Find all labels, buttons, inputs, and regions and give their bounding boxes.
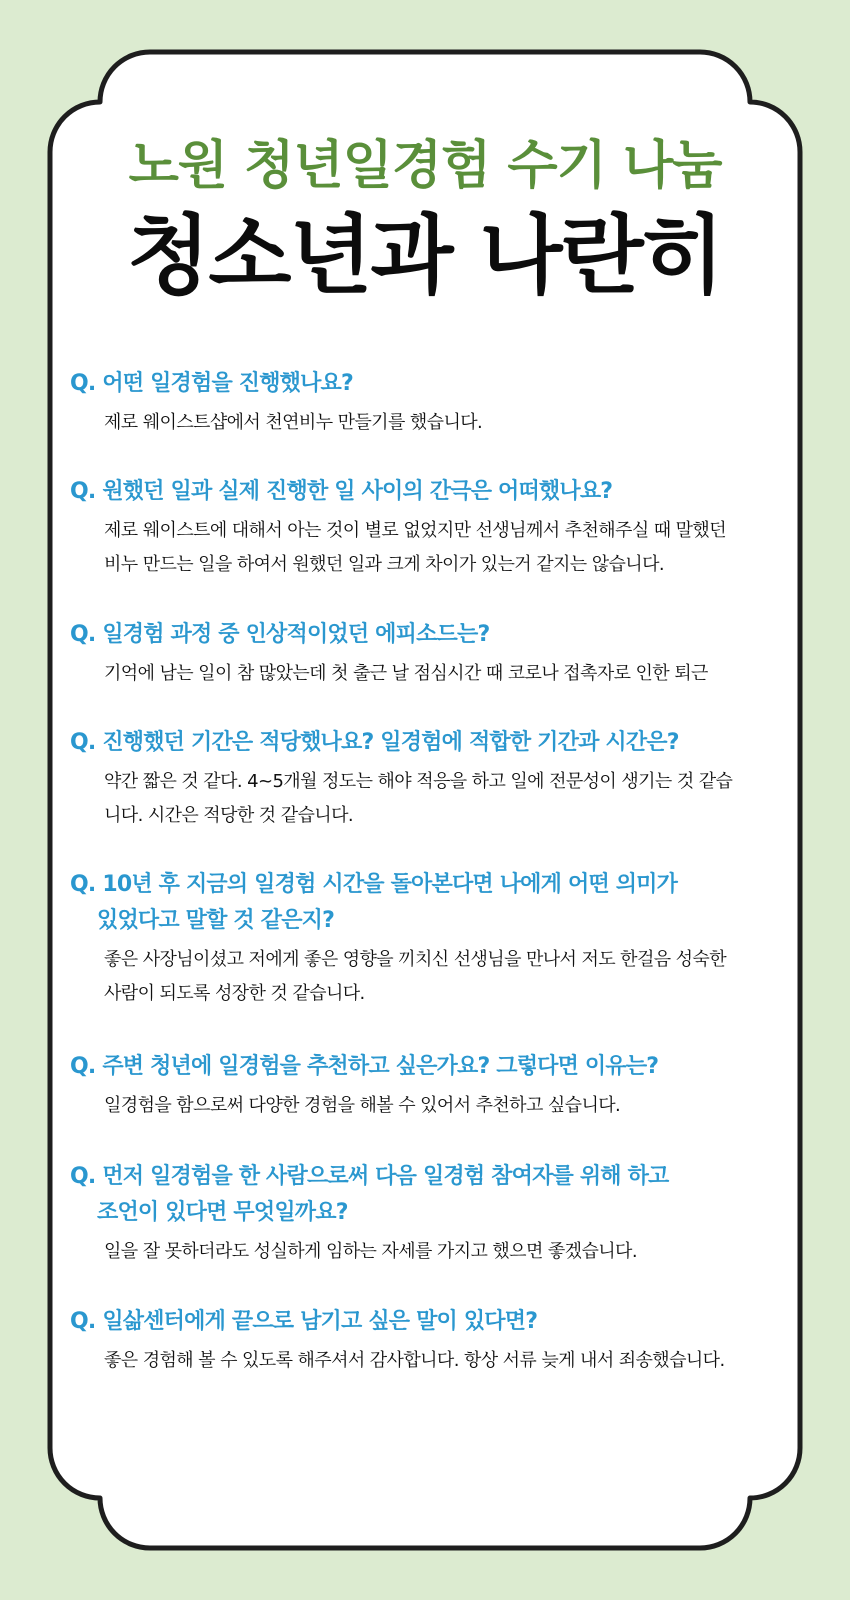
question-line: 있었다고 말할 것 같은지? — [97, 908, 335, 933]
answer — [70, 657, 790, 691]
answer — [70, 514, 790, 582]
qa-item — [70, 617, 790, 691]
answer-line: 좋은 사장님이셨고 저에게 좋은 영향을 끼치신 선생님을 만나서 저도 한걸음 성숙한 — [104, 949, 727, 970]
qa-item — [70, 366, 790, 440]
question-line: Q. 주변 청년에 일경험을 추천하고 싶은가요? 그렇다면 이유는? — [70, 1054, 659, 1079]
question-line: Q. 원했던 일과 실제 진행한 일 사이의 간극은 어떠했나요? — [70, 479, 613, 504]
question — [70, 725, 790, 761]
question-line: Q. 진행했던 기간은 적당했나요? 일경험에 적합한 기간과 시간은? — [70, 730, 679, 755]
page-title: 청소년과 나란히 — [127, 206, 723, 306]
qa-item — [70, 1049, 790, 1123]
question — [70, 867, 790, 939]
question — [70, 1304, 790, 1340]
question-line: 조언이 있다면 무엇일까요? — [97, 1200, 348, 1225]
question-line: Q. 일삶센터에게 끝으로 남기고 싶은 말이 있다면? — [70, 1309, 538, 1334]
qa-item — [70, 474, 790, 582]
answer-line: 제로 웨이스트에 대해서 아는 것이 별로 없었지만 선생님께서 추천해주실 때 말했던 — [104, 520, 727, 541]
answer — [70, 1344, 790, 1378]
qa-item — [70, 1304, 790, 1378]
answer-line: 사람이 되도록 성장한 것 같습니다. — [104, 983, 365, 1004]
answer-line: 좋은 경험해 볼 수 있도록 해주셔서 감사합니다. 항상 서류 늦게 내서 죄송했습니다. — [104, 1350, 725, 1371]
answer-line: 니다. 시간은 적당한 것 같습니다. — [104, 805, 353, 826]
question — [70, 1049, 790, 1085]
question — [70, 1159, 790, 1231]
answer — [70, 406, 790, 440]
question — [70, 617, 790, 653]
qa-item — [70, 1159, 790, 1269]
question-line: Q. 10년 후 지금의 일경험 시간을 돌아본다면 나에게 어떤 의미가 — [70, 872, 678, 897]
answer-line: 일경험을 함으로써 다양한 경험을 해볼 수 있어서 추천하고 싶습니다. — [104, 1095, 621, 1116]
answer — [70, 943, 790, 1011]
answer-line: 약간 짧은 것 같다. 4~5개월 정도는 해야 적응을 하고 일에 전문성이 생기는 것 같습 — [104, 771, 733, 792]
question-line: Q. 어떤 일경험을 진행했나요? — [70, 371, 353, 396]
question-line: Q. 일경험 과정 중 인상적이었던 에피소드는? — [70, 622, 490, 647]
page-subtitle: 노원 청년일경험 수기 나눔 — [128, 136, 722, 196]
question — [70, 366, 790, 402]
answer — [70, 1089, 790, 1123]
answer-line: 비누 만드는 일을 하여서 원했던 일과 크게 차이가 있는거 같지는 않습니다. — [104, 554, 664, 575]
qa-item — [70, 725, 790, 833]
answer-line: 기억에 남는 일이 참 많았는데 첫 출근 날 점심시간 때 코로나 접촉자로 인한 퇴근 — [104, 663, 708, 684]
answer-line: 제로 웨이스트샵에서 천연비누 만들기를 했습니다. — [104, 412, 483, 433]
qa-item — [70, 867, 790, 1011]
answer — [70, 1235, 790, 1269]
answer-line: 일을 잘 못하더라도 성실하게 임하는 자세를 가지고 했으면 좋겠습니다. — [104, 1241, 637, 1262]
answer — [70, 765, 790, 833]
question-line: Q. 먼저 일경험을 한 사람으로써 다음 일경험 참여자를 위해 하고 — [70, 1164, 669, 1189]
question — [70, 474, 790, 510]
